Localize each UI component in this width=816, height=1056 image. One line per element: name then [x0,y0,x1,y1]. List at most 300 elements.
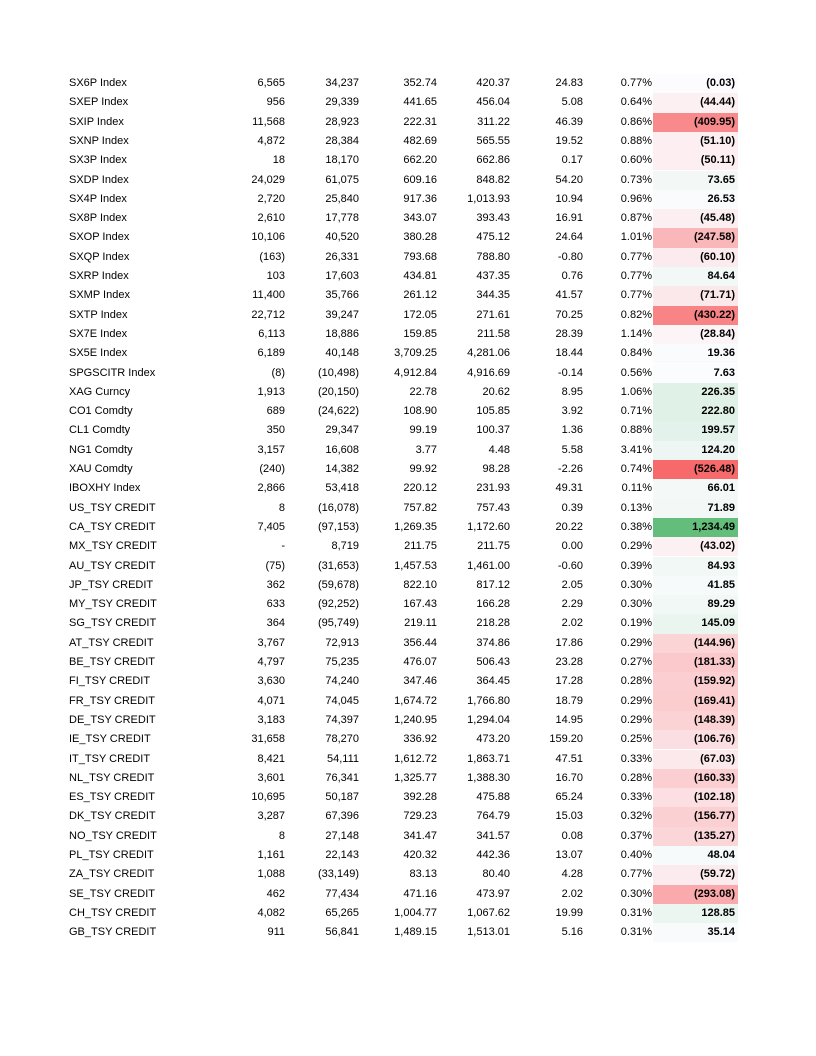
value-cell: 822.10 [403,578,437,591]
value-cell: 219.11 [404,617,437,630]
value-cell: 4,071 [257,694,285,707]
value-cell: 1,325.77 [394,771,437,784]
value-cell: 74,045 [325,694,359,707]
value-cell: -0.60 [557,559,583,572]
value-cell: 0.37% [620,829,652,842]
value-cell: 77,434 [325,887,359,900]
value-cell: 53,418 [325,482,359,495]
pnl-cell: 26.53 [653,190,738,209]
value-cell: 18.79 [555,694,583,707]
value-cell: 11,568 [252,115,285,128]
value-cell: 1,161 [257,849,285,861]
ticker-cell: US_TSY CREDIT [69,501,156,514]
pnl-cell: (60.10) [653,248,738,267]
value-cell: 1,388.30 [467,771,510,784]
value-cell: 3,601 [257,771,285,784]
ticker-cell: DE_TSY CREDIT [69,713,156,726]
value-cell: 0.28% [620,675,652,688]
value-cell: 1.01% [620,231,652,244]
pnl-cell: 124.20 [653,441,738,460]
value-cell: 65,265 [325,906,359,919]
value-cell: 1.14% [620,327,652,340]
value-cell: 0.88% [620,134,652,147]
ticker-cell: CH_TSY CREDIT [69,906,157,919]
value-cell: 1,674.72 [394,694,437,707]
value-cell: -2.26 [557,463,583,475]
ticker-cell: NL_TSY CREDIT [69,771,155,784]
value-cell: 1,240.95 [394,713,437,726]
pnl-cell: (59.72) [653,865,738,884]
pnl-cell: (430.22) [653,306,738,325]
value-cell: 341.47 [403,829,437,842]
value-cell: 1,294.04 [467,713,510,726]
value-cell: 1,013.93 [467,192,510,205]
value-cell: (33,149) [318,868,359,881]
value-cell: 0.96% [620,192,652,205]
value-cell: (8) [271,366,285,379]
table-row [0,614,816,633]
table-row [0,132,816,151]
value-cell: 8 [278,829,285,842]
pnl-cell: 199.57 [653,421,738,440]
value-cell: 4,281.06 [467,347,510,360]
table-row [0,537,816,556]
value-cell: 2,866 [257,482,285,495]
pnl-cell: 66.01 [653,479,738,498]
value-cell: 6,565 [257,77,285,89]
value-cell: 0.29% [620,694,652,707]
pnl-cell: (102.18) [653,788,738,807]
ticker-cell: ZA_TSY CREDIT [69,868,155,881]
value-cell: 609.16 [403,173,437,186]
value-cell: 10.94 [555,192,583,205]
value-cell: 482.69 [403,134,437,147]
table-row [0,383,816,402]
value-cell: 0.28% [620,771,652,784]
value-cell: (163) [259,250,285,263]
value-cell: 956 [266,96,285,109]
value-cell: (20,150) [318,385,359,398]
pnl-cell: (181.33) [653,653,738,672]
value-cell: 0.30% [620,887,652,900]
value-cell: 74,397 [325,713,359,726]
pnl-cell: 89.29 [653,595,738,614]
value-cell: 764.79 [476,810,510,823]
pnl-cell: (135.27) [653,827,738,846]
value-cell: 0.39 [561,501,583,514]
value-cell: (75) [265,559,285,572]
table-row [0,769,816,788]
pnl-cell: (50.11) [653,151,738,170]
value-cell: 22.78 [409,385,437,398]
value-cell: 4,872 [257,134,285,147]
value-cell: 5.08 [561,96,583,109]
value-cell: 0.29% [620,540,652,553]
value-cell: 3.92 [561,405,583,418]
pnl-cell: 48.04 [653,846,738,865]
value-cell: 75,235 [325,656,359,668]
ticker-cell: SXMP Index [69,289,130,302]
value-cell: 1,269.35 [394,520,437,533]
ticker-cell: SXTP Index [69,308,128,321]
value-cell: 475.88 [476,791,510,804]
value-cell: 2.05 [561,578,583,591]
value-cell: 817.12 [476,578,510,591]
value-cell: 4.48 [488,443,510,456]
value-cell: 211.75 [477,540,510,553]
ticker-cell: NO_TSY CREDIT [69,829,157,842]
ticker-cell: JP_TSY CREDIT [69,578,154,591]
value-cell: 420.37 [476,77,510,89]
value-cell: 0.77% [620,270,652,282]
value-cell: 4,082 [257,906,285,919]
value-cell: 3.77 [415,443,437,456]
value-cell: 1,004.77 [394,906,437,919]
table-row [0,151,816,170]
ticker-cell: SXQP Index [69,250,130,263]
value-cell: 16.70 [555,771,583,784]
value-cell: 16.91 [555,212,583,225]
value-cell: 0.29% [620,636,652,649]
value-cell: 72,913 [325,636,359,649]
value-cell: 16,608 [325,443,359,456]
ticker-cell: SPGSCITR Index [69,366,156,379]
value-cell: 28.39 [555,327,583,340]
value-cell: 18 [272,154,285,167]
value-cell: 24.83 [555,77,583,89]
value-cell: 0.33% [620,791,652,804]
value-cell: 788.80 [476,250,510,263]
value-cell: 0.77% [620,250,652,263]
value-cell: 108.90 [403,405,437,418]
pnl-cell: (67.03) [653,750,738,769]
ticker-cell: SXNP Index [69,134,129,147]
value-cell: 0.71% [620,405,652,418]
value-cell: (59,678) [318,578,359,591]
value-cell: 34,237 [325,77,359,89]
value-cell: 475.12 [476,231,510,244]
value-cell: 0.27% [620,656,652,668]
value-cell: 0.38% [620,520,652,533]
value-cell: 271.61 [476,308,510,321]
ticker-cell: SXDP Index [69,173,129,186]
value-cell: 441.65 [403,96,437,109]
ticker-cell: SG_TSY CREDIT [69,617,157,630]
value-cell: 172.05 [403,308,437,321]
value-cell: 1,766.80 [467,694,510,707]
value-cell: 74,240 [325,675,359,688]
value-cell: (16,078) [318,501,359,514]
value-cell: 336.92 [403,733,437,746]
table-row [0,827,816,846]
ticker-cell: AU_TSY CREDIT [69,559,156,572]
value-cell: 18.44 [555,347,583,360]
value-cell: 24.64 [555,231,583,244]
ticker-cell: CA_TSY CREDIT [69,520,156,533]
value-cell: 0.29% [620,713,652,726]
value-cell: 65.24 [555,791,583,804]
value-cell: 70.25 [555,308,583,321]
value-cell: 1.06% [620,385,652,398]
value-cell: 7,405 [257,520,285,533]
pnl-cell: (160.33) [653,769,738,788]
value-cell: 76,341 [325,771,359,784]
value-cell: 17,778 [325,212,359,225]
value-cell: (31,653) [318,559,359,572]
value-cell: 356.44 [403,636,437,649]
value-cell: 14.95 [555,713,583,726]
value-cell: 18,170 [325,154,359,167]
value-cell: 437.35 [476,270,510,282]
value-cell: 49.31 [555,482,583,495]
value-cell: 462 [266,887,285,900]
value-cell: 14,382 [325,463,359,475]
value-cell: 0.31% [620,906,652,919]
table-row [0,865,816,884]
value-cell: 0.76 [561,270,583,282]
table-row [0,460,816,479]
ticker-cell: XAG Curncy [69,385,131,398]
value-cell: 211.58 [477,327,510,340]
value-cell: 167.43 [403,598,437,611]
ticker-cell: CL1 Comdty [69,424,131,437]
table-row [0,807,816,826]
value-cell: 2.29 [561,598,583,611]
value-cell: 471.16 [403,887,437,900]
value-cell: 0.33% [620,752,652,765]
value-cell: 20.22 [555,520,583,533]
value-cell: 689 [266,405,285,418]
value-cell: 1,088 [257,868,285,881]
table-row [0,113,816,132]
value-cell: 24,029 [251,173,285,186]
value-cell: 0.31% [620,926,652,939]
table-row [0,190,816,209]
pnl-cell: (71.71) [653,286,738,305]
value-cell: 0.64% [620,96,652,109]
ticker-cell: AT_TSY CREDIT [69,636,154,649]
value-cell: 231.93 [476,482,510,495]
value-cell: 15.03 [555,810,583,823]
table-row [0,209,816,228]
value-cell: 0.77% [620,77,652,89]
value-cell: 350 [266,424,285,437]
value-cell: 105.85 [476,405,510,418]
pnl-cell: 222.80 [653,402,738,421]
value-cell: (240) [259,463,285,475]
table-row [0,441,816,460]
value-cell: 8.95 [561,385,583,398]
ticker-cell: MY_TSY CREDIT [69,598,157,611]
value-cell: 8 [278,501,285,514]
value-cell: 364 [266,617,285,630]
pnl-cell: (526.48) [653,460,738,479]
value-cell: 0.11% [621,482,652,495]
value-cell: 3,709.25 [394,347,437,360]
value-cell: 311.22 [477,115,510,128]
value-cell: 8,719 [331,540,359,553]
value-cell: 0.86% [620,115,652,128]
value-cell: 0.32% [620,810,652,823]
table-row [0,750,816,769]
table-row [0,479,816,498]
ticker-cell: SE_TSY CREDIT [69,887,155,900]
ticker-cell: GB_TSY CREDIT [69,926,157,939]
table-row [0,499,816,518]
value-cell: 56,841 [325,926,359,939]
value-cell: 420.32 [403,849,437,861]
value-cell: 222.31 [403,115,437,128]
pnl-cell: (45.48) [653,209,738,228]
value-cell: 0.56% [620,366,652,379]
value-cell: 473.20 [476,733,510,746]
value-cell: 2.02 [561,617,583,630]
ticker-cell: IT_TSY CREDIT [69,752,151,765]
value-cell: 1,489.15 [394,926,437,939]
value-cell: 0.17 [561,154,583,167]
value-cell: 3,287 [257,810,285,823]
pnl-cell: (44.44) [653,93,738,112]
value-cell: 0.30% [620,578,652,591]
table-row [0,344,816,363]
value-cell: 99.92 [409,463,437,475]
pnl-cell: (156.77) [653,807,738,826]
value-cell: 159.20 [549,733,583,746]
value-cell: 11,400 [252,289,285,302]
table-row [0,286,816,305]
value-cell: (24,622) [318,405,359,418]
value-cell: 0.73% [620,173,652,186]
value-cell: 18,886 [325,327,359,340]
pnl-cell: (169.41) [653,692,738,711]
value-cell: 917.36 [403,192,437,205]
value-cell: 23.28 [555,656,583,668]
value-cell: 29,347 [325,424,359,437]
value-cell: 0.39% [620,559,652,572]
value-cell: 0.30% [620,598,652,611]
value-cell: 393.43 [476,212,510,225]
pnl-cell: 145.09 [653,614,738,633]
value-cell: 662.86 [476,154,510,167]
ticker-cell: XAU Comdty [69,463,133,475]
value-cell: 22,712 [251,308,285,321]
value-cell: 911 [267,926,285,939]
pnl-cell: 73.65 [653,171,738,190]
value-cell: 47.51 [555,752,583,765]
value-cell: 35,766 [325,289,359,302]
value-cell: 456.04 [476,96,510,109]
value-cell: 362 [266,578,285,591]
pnl-cell: 1,234.49 [653,518,738,537]
table-row [0,923,816,942]
value-cell: 25,840 [325,192,359,205]
value-cell: 352.74 [403,77,437,89]
pnl-cell: 35.14 [653,923,738,942]
table-row [0,267,816,286]
ticker-cell: SX4P Index [69,192,127,205]
ticker-cell: SX7E Index [69,327,128,340]
value-cell: 3,767 [257,636,285,649]
value-cell: 633 [266,598,285,611]
value-cell: 41.57 [555,289,583,302]
value-cell: 40,520 [325,231,359,244]
ticker-cell: SXIP Index [69,115,124,128]
value-cell: 1,457.53 [394,559,437,572]
ticker-cell: SX3P Index [69,154,127,167]
value-cell: 0.25% [620,733,652,746]
pnl-cell: (0.03) [653,74,738,93]
value-cell: (97,153) [318,520,359,533]
value-cell: 341.57 [476,829,510,842]
ticker-cell: SX6P Index [69,77,127,89]
value-cell: 27,148 [325,829,359,842]
ticker-cell: IBOXHY Index [69,482,141,495]
table-row [0,634,816,653]
value-cell: 6,189 [257,347,285,360]
value-cell: 0.82% [620,308,652,321]
value-cell: 20.62 [482,385,510,398]
table-row [0,306,816,325]
value-cell: 6,113 [258,327,285,340]
value-cell: 343.07 [403,212,437,225]
table-row [0,364,816,383]
pnl-cell: (409.95) [653,113,738,132]
value-cell: 793.68 [403,250,437,263]
value-cell: (10,498) [318,366,359,379]
table-row [0,421,816,440]
value-cell: -0.14 [557,366,583,379]
value-cell: 347.46 [403,675,437,688]
value-cell: 0.77% [620,289,652,302]
table-row [0,325,816,344]
value-cell: 1,172.60 [467,520,510,533]
table-row [0,904,816,923]
value-cell: 4,797 [257,656,285,668]
value-cell: 261.12 [403,289,437,302]
value-cell: 374.86 [476,636,510,649]
ticker-cell: SXOP Index [69,231,130,244]
value-cell: 28,923 [325,115,359,128]
pnl-cell: 226.35 [653,383,738,402]
value-cell: 0.00 [561,540,583,553]
value-cell: 19.99 [555,906,583,919]
pnl-cell: 71.89 [653,499,738,518]
table-row [0,228,816,247]
value-cell: 61,075 [325,173,359,186]
value-cell: 0.84% [620,347,652,360]
value-cell: 29,339 [325,96,359,109]
pnl-cell: 128.85 [653,904,738,923]
value-cell: 0.87% [620,212,652,225]
value-cell: 8,421 [257,752,285,765]
value-cell: 26,331 [325,250,359,263]
table-row [0,171,816,190]
pnl-cell: (144.96) [653,634,738,653]
value-cell: 220.12 [403,482,437,495]
value-cell: 5.16 [561,926,583,939]
value-cell: 28,384 [325,134,359,147]
table-row [0,576,816,595]
pnl-cell: (106.76) [653,730,738,749]
value-cell: 565.55 [476,134,510,147]
value-cell: 1,612.72 [394,752,437,765]
table-row [0,248,816,267]
table-row [0,711,816,730]
value-cell: 46.39 [555,115,583,128]
value-cell: 4,916.69 [467,366,510,379]
value-cell: 0.74% [620,463,652,475]
value-cell: -0.80 [557,250,583,263]
